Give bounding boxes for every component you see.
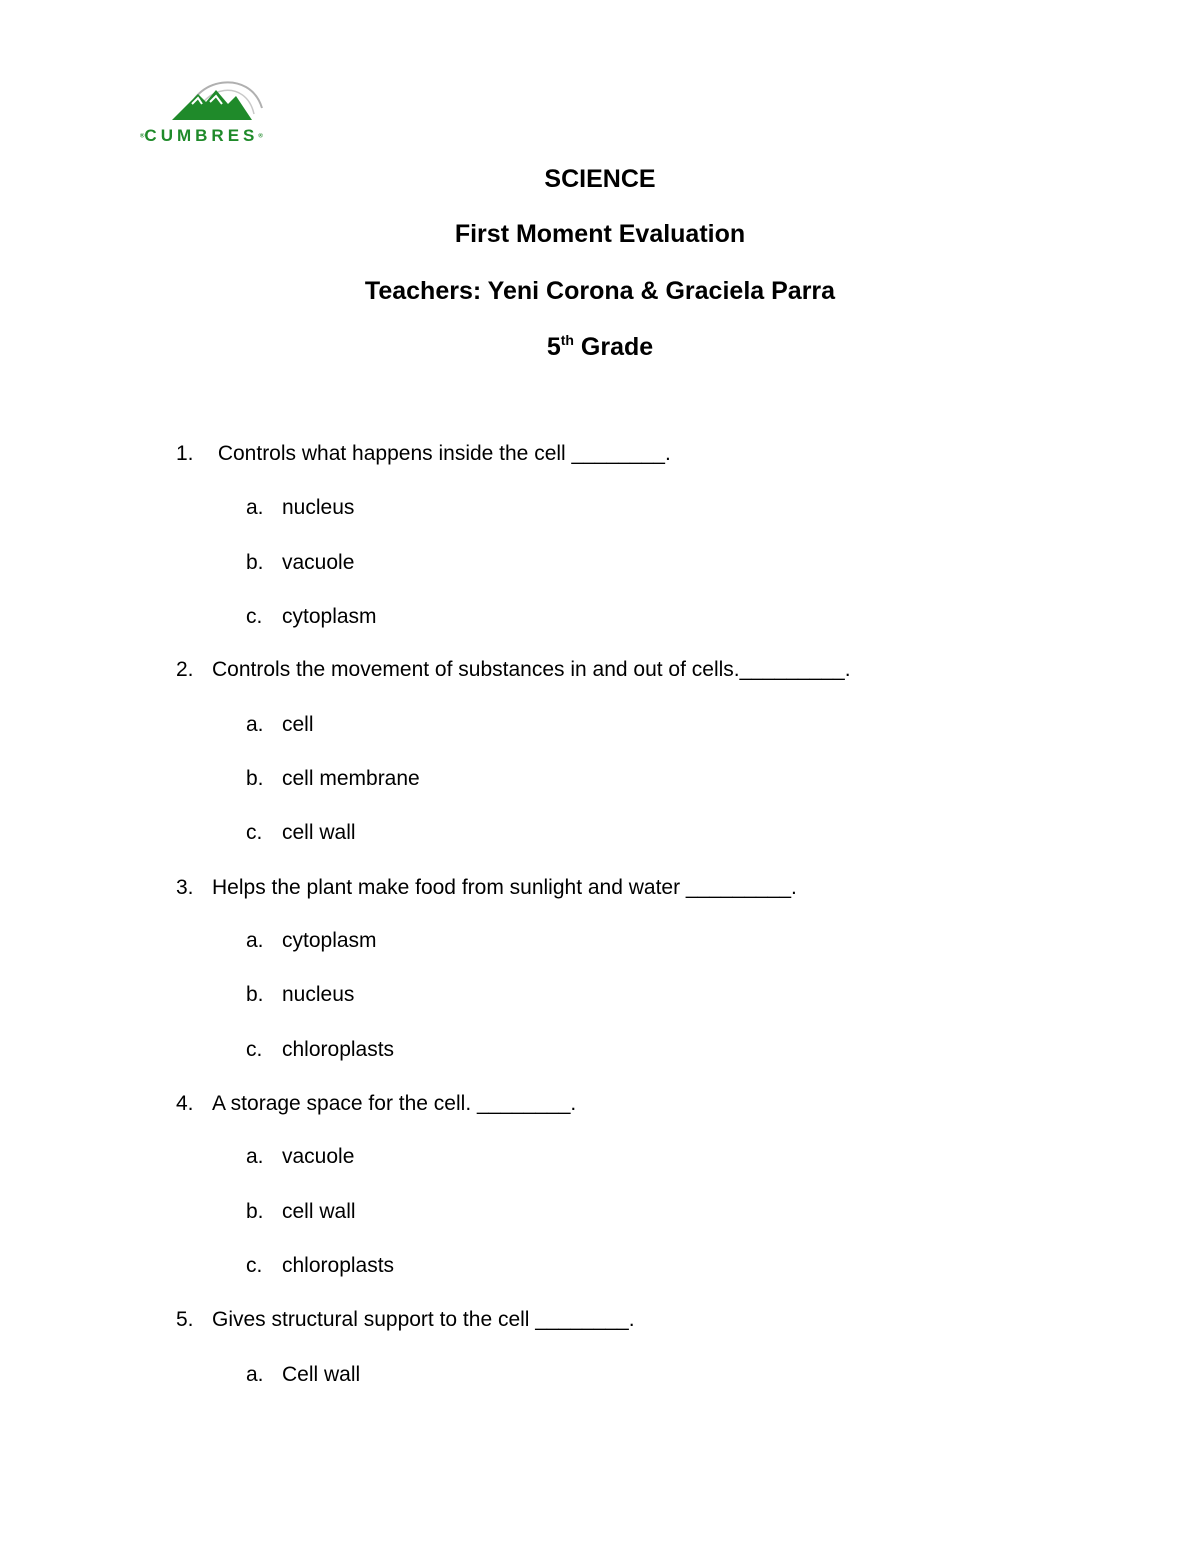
subject-title: SCIENCE [544,165,656,193]
option-4b [246,1199,356,1225]
option-letter: a. [246,496,264,519]
option-3c [246,1037,394,1063]
option-letter: a. [246,929,264,952]
question-4 [176,1091,576,1117]
option-letter: c. [246,1254,263,1277]
grade-line [0,332,1200,362]
option-text: cell wall [282,1200,356,1223]
option-text: chloroplasts [282,1254,395,1277]
option-3a [246,928,377,954]
option-letter: b. [246,1200,264,1223]
question-number: 1. [176,442,194,465]
option-text: cell membrane [282,767,420,790]
question-1 [176,441,671,467]
option-1a [246,495,354,521]
evaluation-title: First Moment Evaluation [454,220,746,248]
question-number: 2. [176,658,194,681]
option-5a [246,1362,360,1388]
option-3b [246,982,354,1008]
option-text: chloroplasts [282,1038,395,1061]
cumbres-logo [140,68,300,150]
option-letter: c. [246,1038,263,1061]
option-2b [246,766,420,792]
question-text: Controls the movement of substances in and out of cells._________. [212,658,851,681]
option-letter: b. [246,767,264,790]
logo-mark-right: ® [258,133,263,140]
mountain-logo-icon [140,68,300,130]
option-letter: c. [246,821,263,844]
question-text: Helps the plant make food from sunlight and water _________. [212,876,797,899]
question-5 [176,1307,635,1333]
grade-word: Grade [580,333,654,361]
option-letter: a. [246,713,264,736]
option-1b [246,550,354,576]
option-text: vacuole [282,1145,355,1168]
teachers-line: Teachers: Yeni Corona & Graciela Parra [364,277,836,305]
logo-mark-left: ® [140,133,145,140]
option-text: cell [282,713,314,736]
logo-wordmark [140,126,300,146]
option-text: nucleus [282,983,355,1006]
option-letter: a. [246,1363,264,1386]
option-2c [246,820,356,846]
question-3 [176,875,797,901]
option-text: vacuole [282,551,355,574]
option-text: nucleus [282,496,355,519]
grade-number: 5 [546,333,561,361]
option-2a [246,712,314,738]
question-text: Controls what happens inside the cell ________. [212,442,671,465]
question-2 [176,657,851,683]
option-letter: b. [246,983,264,1006]
option-text: Cell wall [282,1363,361,1386]
option-text: cell wall [282,821,356,844]
question-text: Gives structural support to the cell ________. [212,1308,635,1331]
question-text: A storage space for the cell. ________. [212,1092,577,1115]
option-text: cytoplasm [282,929,377,952]
option-1c [246,604,377,630]
option-text: cytoplasm [282,605,377,628]
option-4c [246,1253,394,1279]
grade-suffix: th [560,332,574,348]
question-number: 4. [176,1092,194,1115]
logo-text: CUMBRES [144,126,259,145]
question-number: 3. [176,876,194,899]
option-letter: c. [246,605,263,628]
option-letter: b. [246,551,264,574]
question-number: 5. [176,1308,194,1331]
option-4a [246,1144,354,1170]
option-letter: a. [246,1145,264,1168]
